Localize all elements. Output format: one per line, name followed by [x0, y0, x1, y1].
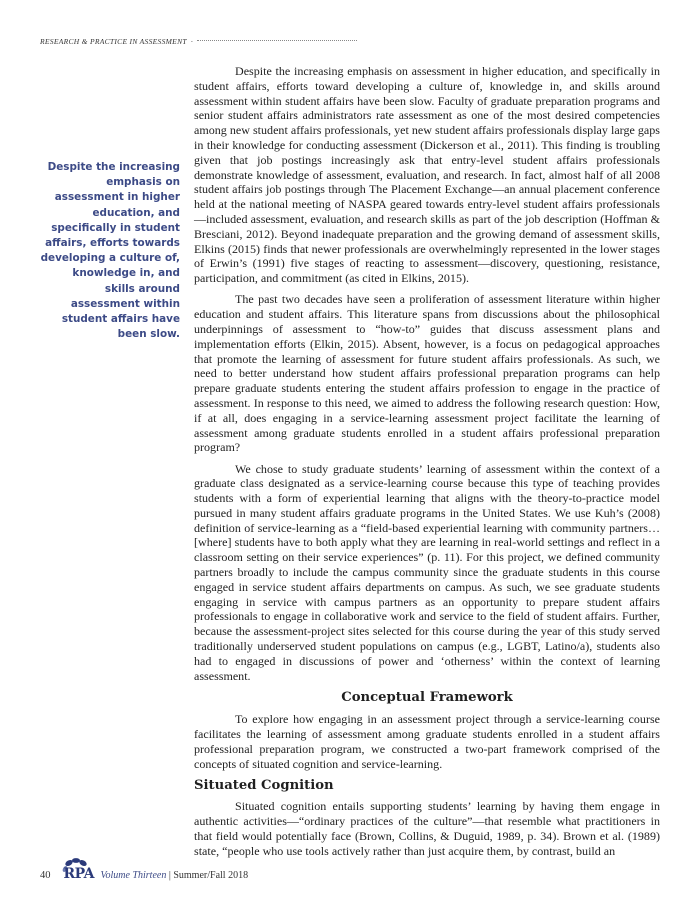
paragraph-intro-2: The past two decades have seen a proliferation of assessment literature within higher education and student affairs. This literature spans from discussions about the philosophical underpinnings of assessment to “how-to” guides that discuss assessment plans and implementation efforts (Elkin, 2015). Absent, however, is a focus on pedagogical approaches that promote the learning of assessment for future student affairs professionals. As such, we need to better understand how student affairs professional preparation programs can help prepare graduate students entering the student affairs profession to engage in the practice of assessment. In response to this need, we aimed to address the following research question: How, if at all, does engaging in a service-learning assessment project facilitate the learning of assessment among graduate students enrolled in a student affairs professional preparation program? [194, 292, 660, 455]
paragraph-intro-3: We chose to study graduate students’ learning of assessment within the context of a graduate class designated as a service-learning course because this type of teaching provides students with a form of experiential learning that aligns with the theory-to-practice model pursued in many student affairs graduate programs in the United States. We use Kuh’s (2008) definition of service-learning as a “field-based experiential learning with community partners… [where] students have to both apply what they are learning in real-world settings and reflect in a classroom setting on their service experiences” (p. 11). For this project, we defined community partners broadly to include the campus community since the graduate students in this course engaged in service student affairs departments on campus. As such, we see graduate students engaging in service with campus partners as an opportunity to prepare student affairs professionals to engage in collaborative work and service to the field of student affairs. Further, because the assessment-project sites selected for this course during the year of this study served traditionally underserved student populations on campus (e.g., LGBT, Latino/a), students also had to engaged in discussions of power and ‘otherness’ within the context of learning assessment. [194, 461, 660, 683]
page-footer [40, 857, 248, 887]
paragraph-situated-cognition: Situated cognition entails supporting students’ learning by having them engage in authentic activities—“ordinary practices of the culture”—that resemble what practitioners in that field would potentially face (Brown, Collins, & Duguid, 1989, p. 34). Brown et al. (1989) state, “people who use tools actively rather than just acquire them, by contrast, build an [194, 799, 660, 858]
journal-info [101, 864, 249, 881]
paragraph-conceptual-framework: To explore how engaging in an assessment project through a service-learning course facilitates the learning of assessment among graduate students enrolled in a student affairs professional preparation program, we constructed a two-part framework comprised of the concepts of situated cognition and service-learning. [194, 712, 660, 771]
running-title: RESEARCH & PRACTICE IN ASSESSMENT [40, 37, 187, 46]
page-number: 40 [40, 869, 51, 881]
running-header [40, 37, 357, 46]
pull-quote: Despite the increasing emphasis on assessment in higher education, and specifically in student affairs, efforts towards developing a culture of, knowledge in, and skills around assessment within student affairs have been slow. [40, 161, 180, 341]
logo-text: RPA [63, 866, 95, 882]
subsection-heading: Situated Cognition [194, 778, 334, 794]
footer-divider: | [166, 869, 174, 881]
dotted-rule [197, 40, 357, 41]
paragraph-intro-1: Despite the increasing emphasis on assessment in higher education, and specifically in student affairs, efforts toward developing a culture of, knowledge in, and skills around assessment within student affairs have been slow. Faculty of graduate preparation programs and senior student affairs administrators rate assessment as one of the most desired competencies among new student affairs professionals, yet new student affairs professionals display large gaps in their knowledge for conducting assessment (Dickerson et al., 2011). This finding is troubling given that job postings increasingly ask that entry-level student affairs professionals demonstrate knowledge of assessment, evaluation, and research. In fact, almost half of all 2008 student affairs job postings through The Placement Exchange—an annual placement conference held at the national meeting of NASPA geared towards entry-level student affairs professionals—included assessment, evaluation, and research skills as part of the job description (Hoffman & Bresciani, 2012). Beyond inadequate preparation and the growing demand of assessment skills, Elkins (2015) finds that newer professionals are overwhelmingly represented in the lower stages of Erwin’s (1991) five stages of reacting to assessment—discovery, questioning, resistance, participation, and commitment (as cited in Elkins, 2015). [194, 64, 660, 286]
running-title-separator: · [190, 37, 194, 46]
section-heading: Conceptual Framework [341, 690, 513, 706]
rpa-logo [59, 857, 95, 887]
volume: Volume Thirteen [100, 869, 167, 881]
article-body [194, 64, 660, 865]
issue: Summer/Fall 2018 [173, 869, 249, 881]
